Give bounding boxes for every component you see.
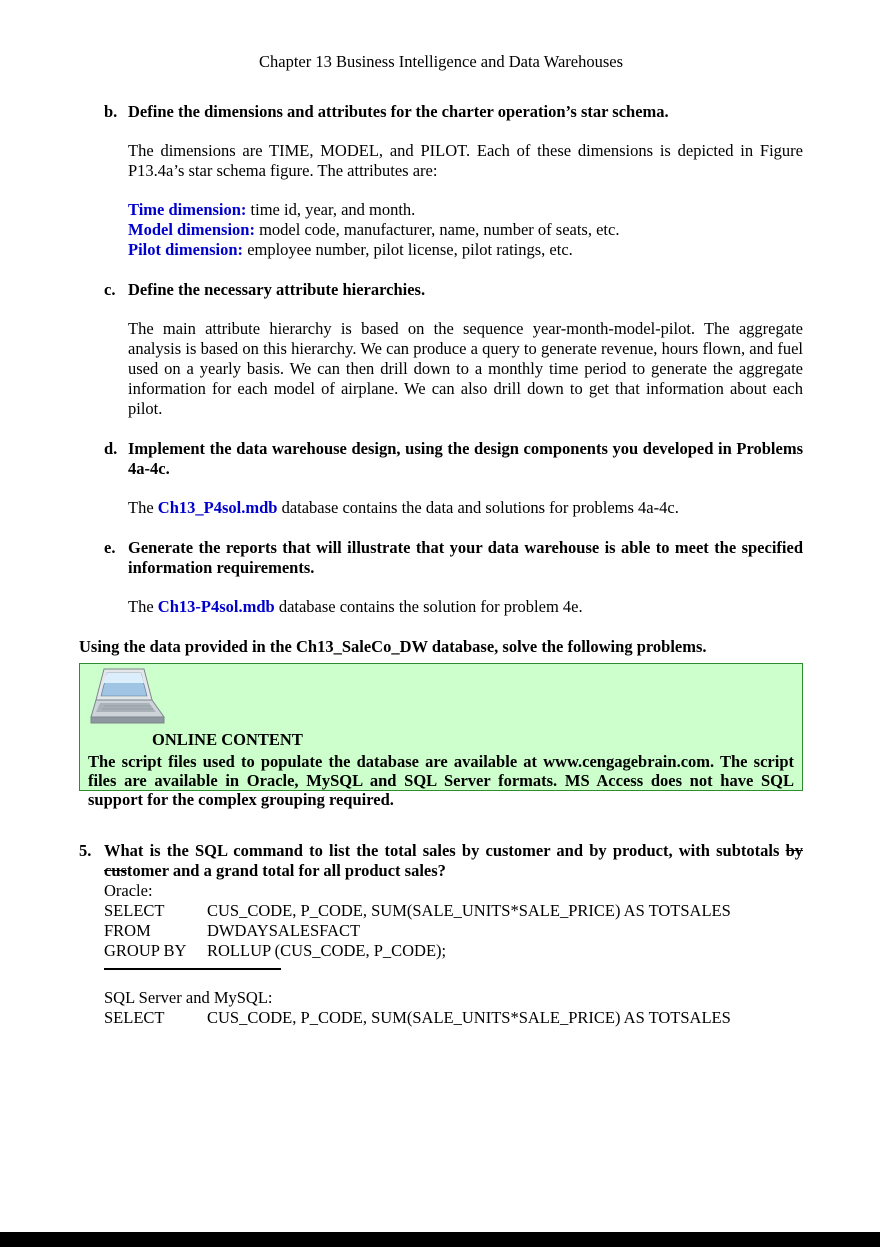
dimension-pilot	[128, 240, 803, 260]
horizontal-rule	[104, 968, 281, 970]
dimension-time	[128, 200, 803, 220]
item-d-content	[128, 439, 803, 518]
item-e-content	[128, 538, 803, 617]
sql-clause: DWDAYSALESFACT	[207, 921, 361, 940]
item-c-letter: c.	[104, 280, 116, 299]
item-e-text-pre: The	[128, 597, 158, 616]
online-content-body: The script files used to populate the database are available at www.cengagebrain.com. The script files are available in Oracle, MySQL and SQL Server formats. MS Access does not have SQL support for the complex grouping required.	[88, 752, 794, 809]
sqlserver-mysql-block	[104, 988, 803, 1028]
page-bottom-edge	[0, 1232, 880, 1247]
item-c-content	[128, 280, 803, 419]
item-d-paragraph	[128, 498, 803, 518]
item-b-letter: b.	[104, 102, 118, 121]
dimension-pilot-text: employee number, pilot license, pilot ratings, etc.	[243, 240, 573, 259]
sql-keyword: FROM	[104, 921, 151, 940]
sql-clause: CUS_CODE, P_CODE, SUM(SALE_UNITS*SALE_PRICE) AS TOTSALES	[207, 901, 731, 920]
sql-clause: ROLLUP (CUS_CODE, P_CODE);	[207, 941, 447, 960]
online-content-title: ONLINE CONTENT	[152, 730, 303, 749]
item-e-paragraph	[128, 597, 803, 617]
item-d-text-post: database contains the data and solutions for problems 4a-4c.	[277, 498, 679, 517]
item-e-letter: e.	[104, 538, 116, 557]
database-file-name: Ch13-P4sol.mdb	[157, 597, 275, 616]
laptop-clipart	[90, 668, 794, 730]
item-b-heading: Define the dimensions and attributes for the charter operation’s star schema.	[128, 102, 669, 121]
item-e	[79, 538, 803, 617]
item-d-heading: Implement the data warehouse design, using the design components you developed in Problems 4a-4c.	[128, 439, 803, 478]
item-d-letter: d.	[104, 439, 118, 458]
sql-clause: CUS_CODE, P_CODE, SUM(SALE_UNITS*SALE_PRICE) AS TOTSALES	[207, 1008, 731, 1027]
question-5-text-2: tomer and a grand total for all product sales?	[126, 861, 446, 880]
dimension-pilot-label: Pilot dimension:	[128, 240, 244, 259]
item-c	[79, 280, 803, 419]
question-5-text-1: What is the SQL command to list the total sales by customer and by product, with subtotals	[104, 841, 786, 860]
page-title: Chapter 13 Business Intelligence and Data Warehouses	[258, 52, 623, 71]
sql-keyword: SELECT	[104, 901, 165, 920]
database-file-name: Ch13_P4sol.mdb	[157, 498, 278, 517]
question-5-number: 5.	[79, 841, 92, 860]
question-5-content	[104, 841, 803, 1028]
laptop-icon	[90, 668, 166, 728]
sql-keyword: SELECT	[104, 1008, 165, 1027]
sqlserver-mysql-label: SQL Server and MySQL:	[104, 988, 273, 1007]
item-d-text-pre: The	[128, 498, 158, 517]
question-5-heading	[104, 841, 803, 881]
online-content-box	[79, 663, 803, 809]
item-c-heading: Define the necessary attribute hierarchies.	[128, 280, 426, 299]
question-5	[79, 841, 803, 1028]
item-e-text-post: database contains the solution for problem 4e.	[274, 597, 583, 616]
oracle-label: Oracle:	[104, 881, 153, 900]
dimension-model-label: Model dimension:	[128, 220, 255, 239]
dimension-model	[128, 220, 803, 240]
item-c-paragraph: The main attribute hierarchy is based on the sequence year-month-model-pilot. The aggregate analysis is based on this hierarchy. We can produce a query to generate revenue, hours flown, and fuel used on a yearly basis. We can then drill down to a monthly time period to generate the aggregate information for each model of airplane. We can also drill down to get that information about each pilot.	[128, 319, 803, 418]
sql-line	[104, 921, 803, 941]
item-b-content	[128, 102, 803, 260]
sql-line	[104, 901, 803, 921]
sql-keyword: GROUP BY	[104, 941, 187, 960]
dimension-time-label: Time dimension:	[128, 200, 247, 219]
question-5-strikethrough-text: by cus	[104, 841, 803, 880]
dimension-model-text: model code, manufacturer, name, number of seats, etc.	[254, 220, 620, 239]
sql-line	[104, 941, 803, 961]
dimension-list	[128, 200, 803, 260]
item-e-heading: Generate the reports that will illustrate that your data warehouse is able to meet the specified information requirements.	[128, 538, 803, 577]
using-data-statement: Using the data provided in the Ch13_SaleCo_DW database, solve the following problems.	[79, 637, 707, 656]
sql-line	[104, 1008, 803, 1028]
item-d	[79, 439, 803, 518]
item-b	[79, 102, 803, 260]
dimension-time-text: time id, year, and month.	[246, 200, 416, 219]
item-b-paragraph: The dimensions are TIME, MODEL, and PILOT. Each of these dimensions is depicted in Figure P13.4a’s star schema figure. The attributes are:	[128, 141, 803, 180]
